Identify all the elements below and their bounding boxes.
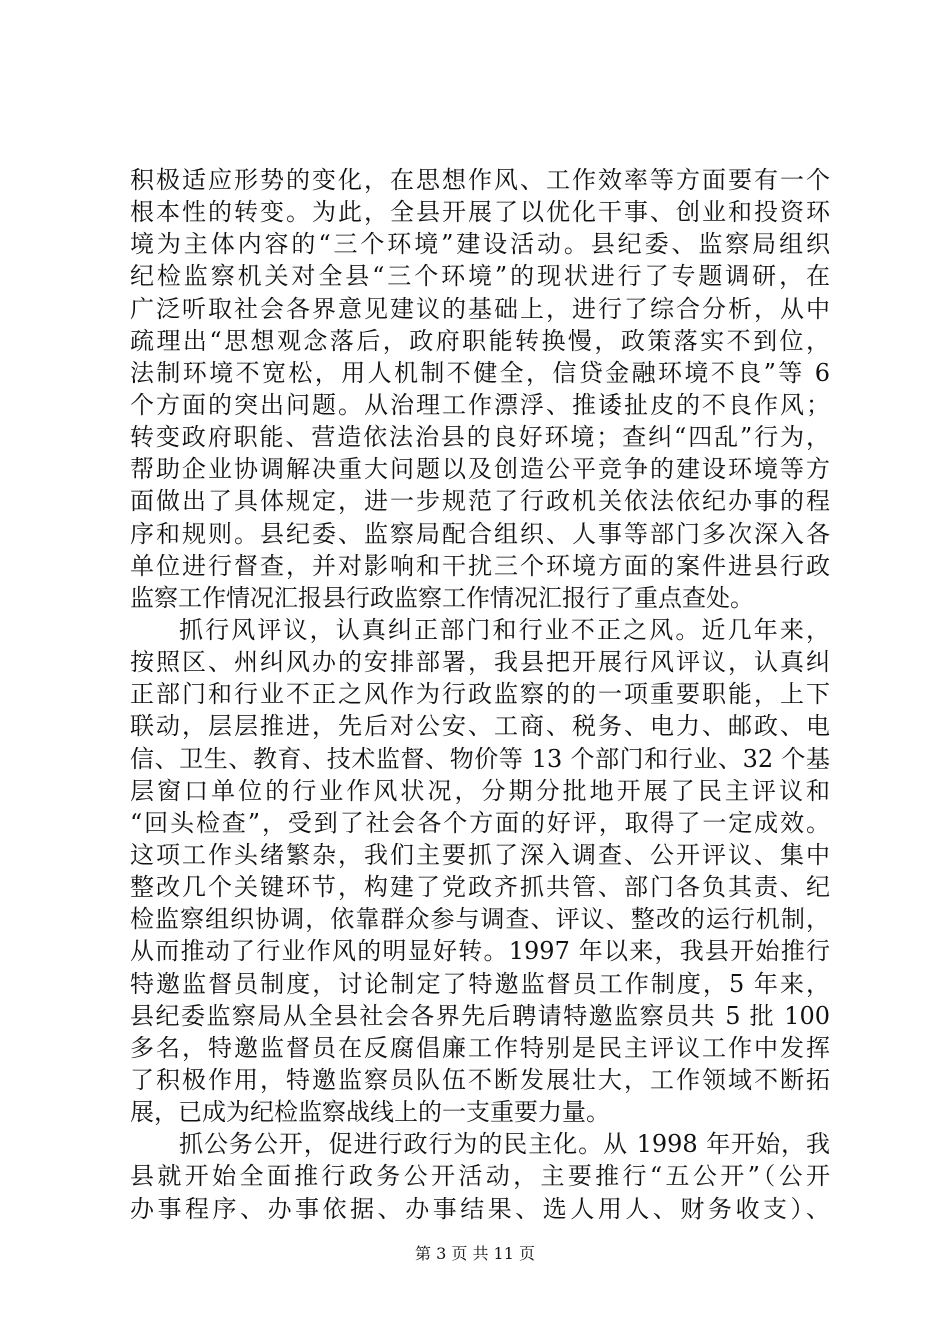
text-line: 特邀监督员制度，讨论制定了特邀监督员工作制度，5 年来， (130, 969, 830, 998)
text-line: 展，已成为纪检监察战线上的一支重要力量。 (130, 1098, 610, 1127)
document-body (130, 164, 830, 1225)
text-line: 法制环境不宽松，用人机制不健全，信贷金融环境不良”等 6 (130, 358, 830, 387)
text-line: 了积极作用，特邀监察员队伍不断发展壮大，工作领域不断拓 (130, 1065, 830, 1094)
text-line: 广泛听取社会各界意见建议的基础上，进行了综合分析，从中 (130, 294, 830, 323)
text-line: 帮助企业协调解决重大问题以及创造公平竞争的建设环境等方 (130, 455, 830, 484)
text-line: 境为主体内容的“三个环境”建设活动。县纪委、监察局组织 (130, 230, 830, 259)
text-line: 联动，层层推进，先后对公安、工商、税务、电力、邮政、电 (130, 712, 830, 741)
text-line: 根本性的转变。为此，全县开展了以优化干事、创业和投资环 (130, 198, 830, 227)
text-line: 检监察组织协调，依靠群众参与调查、评议、整改的运行机制， (130, 905, 830, 934)
text-line: 疏理出“思想观念落后，政府职能转换慢，政策落实不到位， (130, 326, 830, 355)
page-footer: 第 3 页 共 11 页 (415, 1244, 535, 1263)
text-line: 整改几个关键环节，构建了党政齐抓共管、部门各负其责、纪 (130, 873, 830, 902)
text-line: 个方面的突出问题。从治理工作漂浮、推诿扯皮的不良作风； (130, 390, 830, 419)
text-line: 办事程序、办事依据、办事结果、选人用人、财务收支）、 (130, 1194, 830, 1223)
text-line: 纪检监察机关对全县“三个环境”的现状进行了专题调研，在 (130, 262, 830, 291)
text-line: 从而推动了行业作风的明显好转。1997 年以来，我县开始推行 (130, 937, 830, 966)
text-line: 监察工作情况汇报县行政监察工作情况汇报行了重点查处。 (130, 583, 754, 612)
paragraph-first-line: 抓公务公开，促进行政行为的民主化。从 1998 年开始，我 (179, 1130, 830, 1159)
text-line: 序和规则。县纪委、监察局配合组织、人事等部门多次深入各 (130, 519, 830, 548)
paragraph-first-line: 抓行风评议，认真纠正部门和行业不正之风。近几年来， (179, 615, 830, 644)
text-line: 这项工作头绪繁杂，我们主要抓了深入调查、公开评议、集中 (130, 840, 830, 869)
text-line: 转变政府职能、营造依法治县的良好环境；查纠“四乱”行为， (130, 423, 830, 452)
text-line: 面做出了具体规定，进一步规范了行政机关依法依纪办事的程 (130, 487, 830, 516)
text-line: 单位进行督查，并对影响和干扰三个环境方面的案件进县行政 (130, 551, 830, 580)
text-line: 县纪委监察局从全县社会各界先后聘请特邀监察员共 5 批 100 (130, 1001, 830, 1030)
text-line: 积极适应形势的变化，在思想作风、工作效率等方面要有一个 (130, 166, 830, 194)
text-line: 层窗口单位的行业作风状况，分期分批地开展了民主评议和 (130, 776, 830, 805)
text-line: 按照区、州纠风办的安排部署，我县把开展行风评议，认真纠 (130, 648, 830, 677)
text-line: 正部门和行业不正之风作为行政监察的的一项重要职能，上下 (130, 680, 830, 709)
text-line: 信、卫生、教育、技术监督、物价等 13 个部门和行业、32 个基 (130, 744, 830, 773)
text-line: 县就开始全面推行政务公开活动，主要推行“五公开”（公开 (130, 1162, 830, 1191)
text-line: 多名，特邀监督员在反腐倡廉工作特别是民主评议工作中发挥 (130, 1033, 830, 1062)
text-line: “回头检查”，受到了社会各个方面的好评，取得了一定成效。 (130, 808, 830, 837)
